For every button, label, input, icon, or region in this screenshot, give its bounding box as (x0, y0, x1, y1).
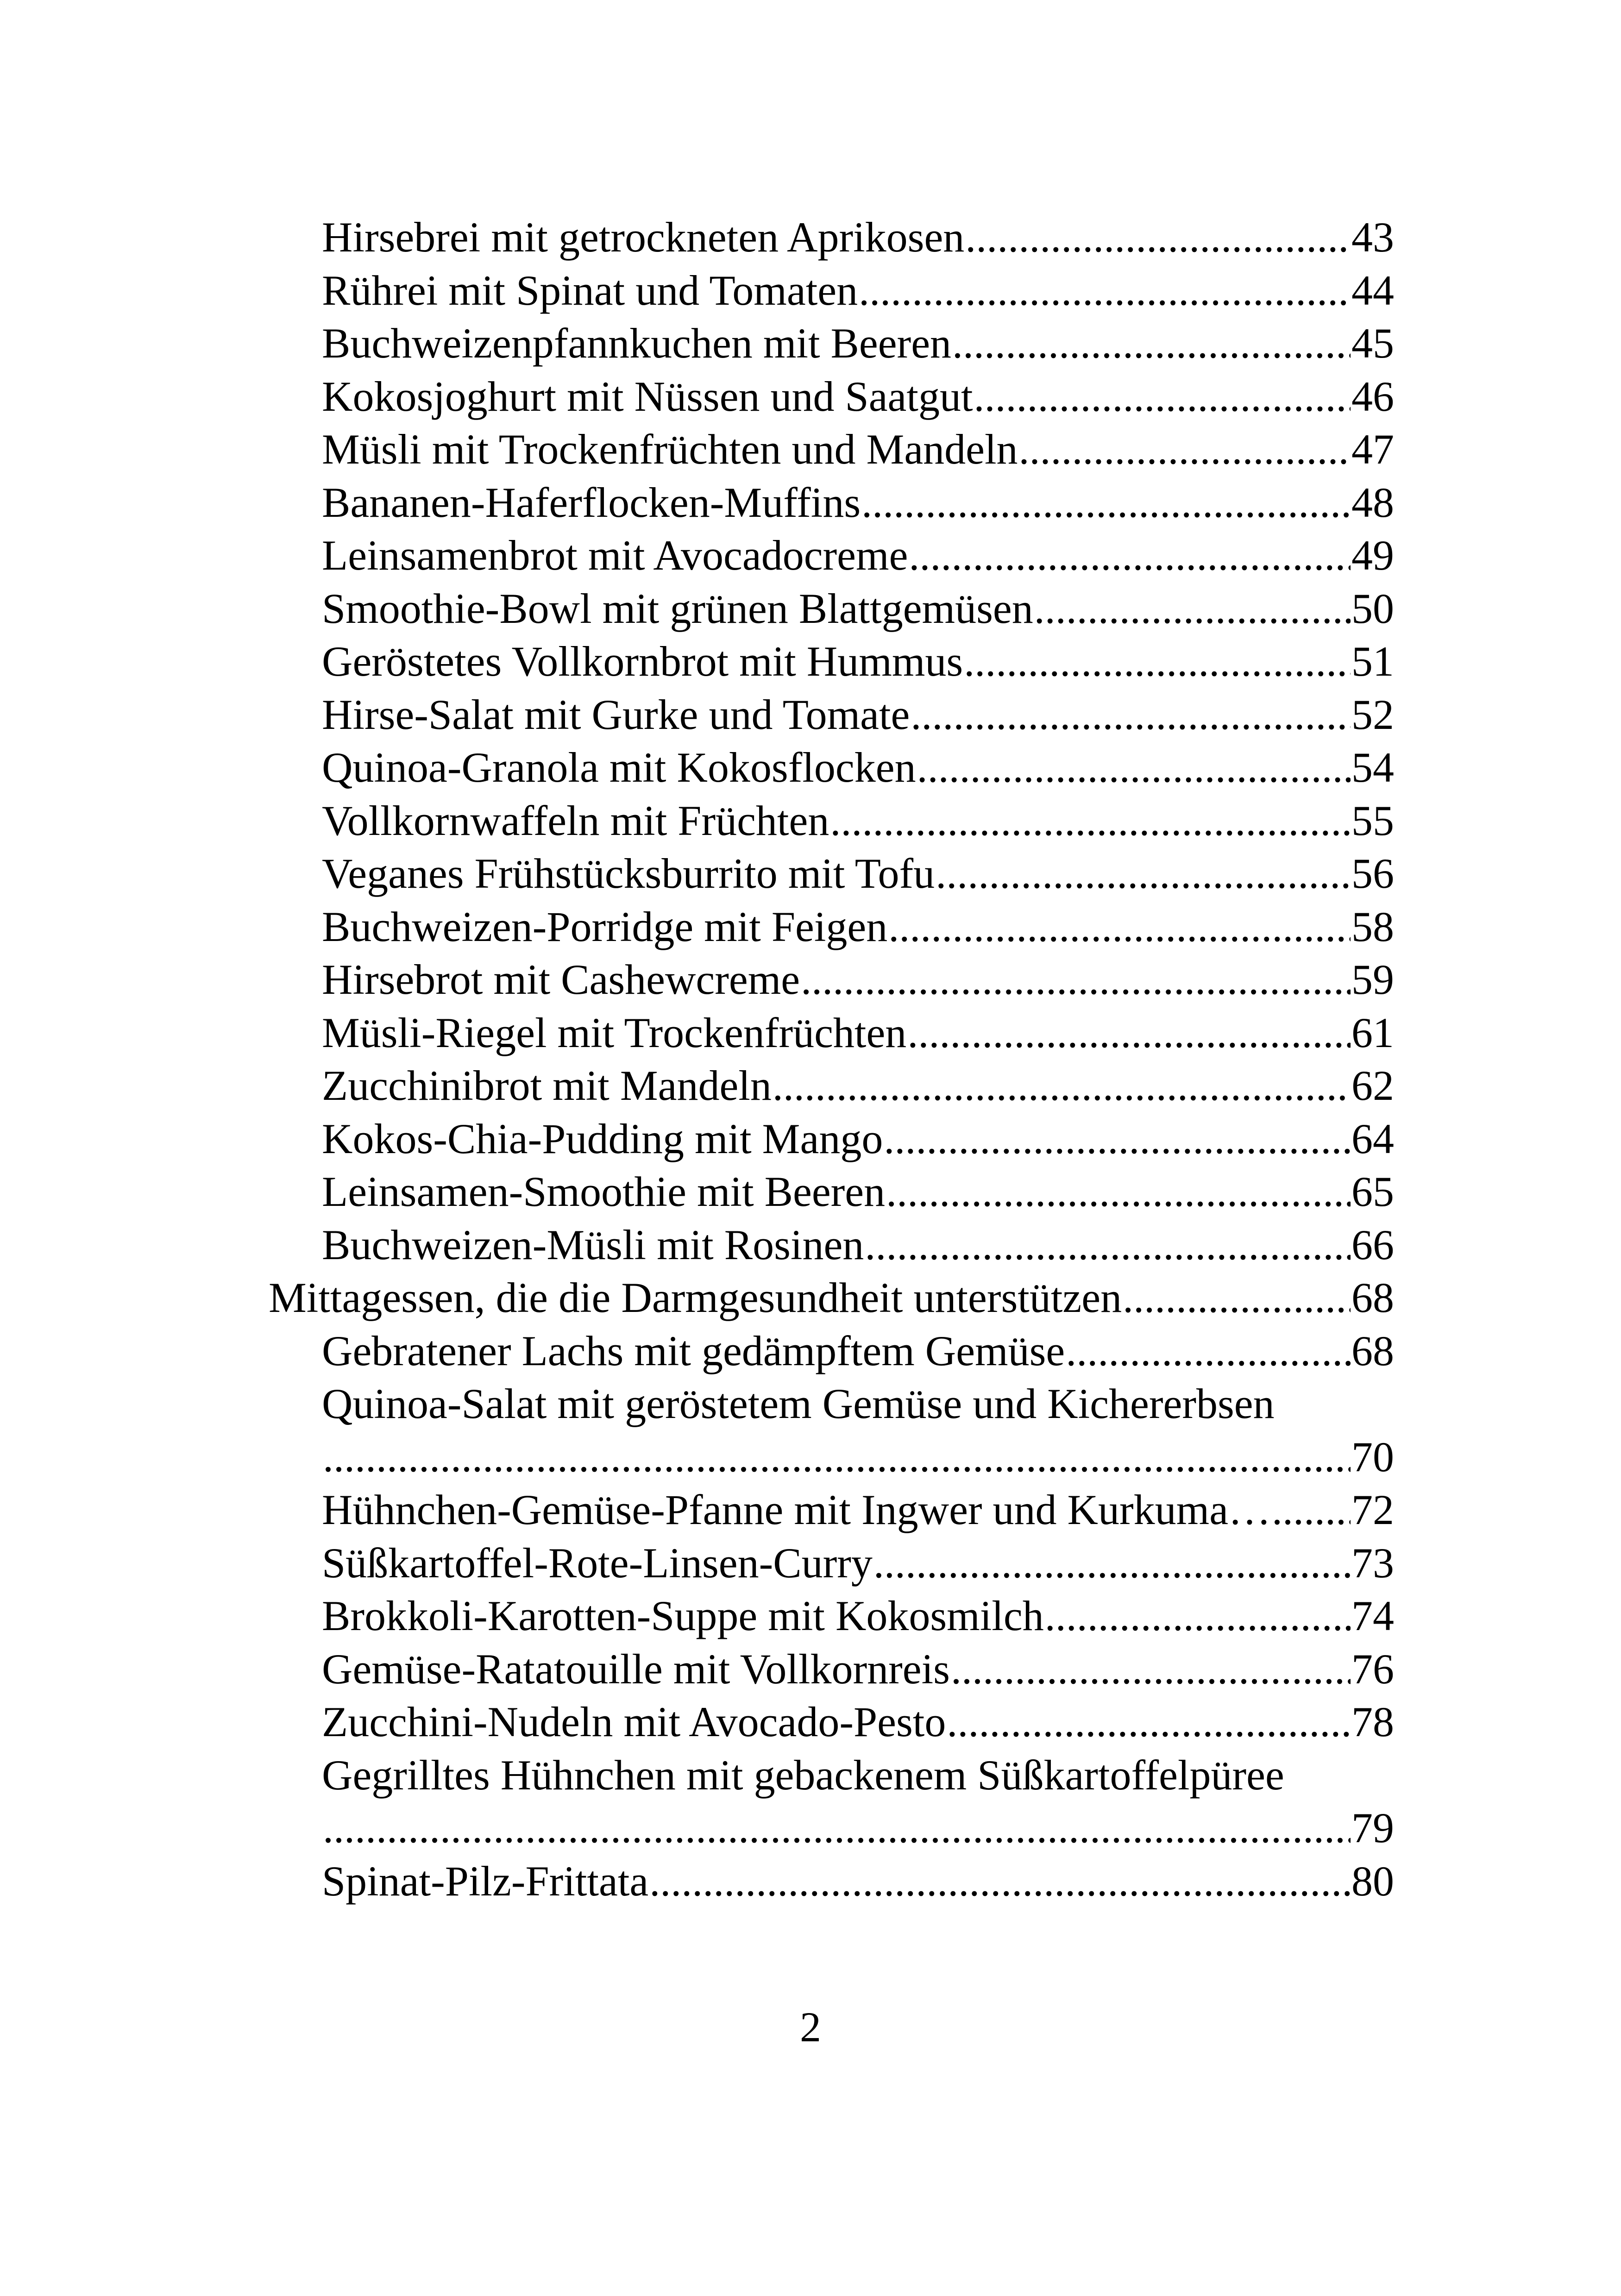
table-of-contents (269, 211, 1394, 1907)
dot-leader (801, 953, 1351, 1006)
dot-leader (1045, 1589, 1351, 1643)
toc-entry-title: Hühnchen-Gemüse-Pfanne mit Ingwer und Kurkuma… (322, 1486, 1271, 1533)
dot-leader (965, 211, 1351, 264)
dot-leader (886, 1165, 1351, 1218)
toc-entry[interactable] (269, 529, 1394, 582)
dot-leader (649, 1855, 1351, 1908)
toc-entry-page: 66 (1351, 1221, 1394, 1268)
toc-entry-page: 70 (1351, 1433, 1394, 1480)
toc-entry[interactable] (269, 900, 1394, 954)
dot-leader (1066, 1324, 1351, 1378)
dot-leader (830, 794, 1351, 847)
toc-entry-page: 45 (1351, 320, 1394, 367)
toc-entry-page: 50 (1351, 584, 1394, 632)
toc-entry[interactable] (269, 794, 1394, 847)
toc-entry-page: 43 (1351, 213, 1394, 261)
toc-entry-title: Hirsebrei mit getrockneten Aprikosen (322, 213, 965, 261)
toc-entry-page: 76 (1351, 1645, 1394, 1693)
toc-entry[interactable] (269, 423, 1394, 476)
toc-section-entry[interactable] (269, 1271, 1394, 1324)
toc-entry-title: Süßkartoffel-Rote-Linsen-Curry (322, 1539, 873, 1587)
dot-leader (865, 1218, 1351, 1272)
toc-entry-page: 52 (1351, 690, 1394, 738)
dot-leader (1034, 582, 1351, 635)
toc-entry-title: Kokosjoghurt mit Nüssen und Saatgut (322, 372, 973, 420)
toc-entry[interactable] (269, 741, 1394, 794)
dot-leader (911, 688, 1351, 741)
toc-entry-title: Brokkoli-Karotten-Suppe mit Kokosmilch (322, 1592, 1044, 1639)
toc-entry-title: Leinsamenbrot mit Avocadocreme (322, 532, 908, 579)
toc-entry-page: 80 (1351, 1857, 1394, 1905)
toc-entry-page: 54 (1351, 744, 1394, 791)
dot-leader (873, 1537, 1351, 1590)
toc-entry-title: Smoothie-Bowl mit grünen Blattgemüsen (322, 584, 1033, 632)
dot-leader (884, 1112, 1351, 1166)
toc-entry[interactable] (269, 1643, 1394, 1696)
toc-entry-title: Zucchini-Nudeln mit Avocado-Pesto (322, 1698, 946, 1745)
toc-entry[interactable] (269, 847, 1394, 900)
dot-leader (974, 370, 1351, 423)
toc-entry-page: 59 (1351, 956, 1394, 1003)
toc-entry-page: 58 (1351, 903, 1394, 950)
toc-entry-title: Bananen-Haferflocken-Muffins (322, 478, 861, 526)
toc-entry-title: Buchweizenpfannkuchen mit Beeren (322, 320, 952, 367)
toc-entry-page: 55 (1351, 797, 1394, 844)
toc-entry-page: 62 (1351, 1062, 1394, 1109)
toc-entry-page: 49 (1351, 532, 1394, 579)
dot-leader (951, 1643, 1351, 1696)
toc-entry-page: 74 (1351, 1592, 1394, 1639)
toc-entry-title: Rührei mit Spinat und Tomaten (322, 266, 858, 314)
toc-entry-page: 68 (1351, 1327, 1394, 1374)
toc-entry-page: 72 (1351, 1486, 1394, 1533)
dot-leader (323, 1430, 1351, 1484)
toc-entry[interactable] (269, 1218, 1394, 1272)
dot-leader (947, 1695, 1351, 1749)
dot-leader (1272, 1483, 1351, 1537)
toc-entry[interactable] (269, 264, 1394, 317)
toc-entry[interactable] (269, 370, 1394, 423)
dot-leader (773, 1059, 1351, 1112)
toc-entry-page: 73 (1351, 1539, 1394, 1587)
dot-leader (859, 264, 1351, 317)
toc-entry[interactable] (269, 1695, 1394, 1749)
toc-entry-page: 44 (1351, 266, 1394, 314)
toc-entry-page: 56 (1351, 850, 1394, 897)
toc-entry-title: Müsli-Riegel mit Trockenfrüchten (322, 1009, 907, 1056)
dot-leader (952, 317, 1351, 370)
toc-entry[interactable] (269, 582, 1394, 635)
toc-entry-page: 78 (1351, 1698, 1394, 1745)
dot-leader (1019, 423, 1351, 476)
toc-entry[interactable] (269, 1006, 1394, 1060)
toc-entry[interactable] (269, 317, 1394, 370)
toc-entry-page: 46 (1351, 372, 1394, 420)
toc-entry[interactable] (269, 1165, 1394, 1218)
toc-entry-title: Spinat-Pilz-Frittata (322, 1857, 649, 1905)
toc-entry-title: Veganes Frühstücksburrito mit Tofu (322, 850, 935, 897)
dot-leader (1123, 1271, 1351, 1324)
toc-entry-page: 47 (1351, 426, 1394, 473)
toc-entry[interactable] (269, 1112, 1394, 1166)
dot-leader (964, 635, 1351, 688)
dot-leader (888, 900, 1351, 954)
dot-leader (323, 1801, 1351, 1855)
dot-leader (936, 847, 1351, 900)
toc-entry-title: Gebratener Lachs mit gedämpftem Gemüse (322, 1327, 1065, 1374)
toc-entry-title: Quinoa-Granola mit Kokosflocken (322, 744, 916, 791)
toc-entry[interactable] (269, 476, 1394, 529)
page-number: 2 (800, 2003, 821, 2051)
toc-entry-title: Hirse-Salat mit Gurke und Tomate (322, 690, 910, 738)
toc-entry[interactable] (269, 1059, 1394, 1112)
toc-entry-title: Geröstetes Vollkornbrot mit Hummus (322, 638, 963, 685)
toc-entry-page: 51 (1351, 638, 1394, 685)
toc-entry[interactable] (269, 688, 1394, 741)
dot-leader (917, 741, 1351, 794)
toc-entry-page: 65 (1351, 1168, 1394, 1215)
toc-entry-title: Buchweizen-Porridge mit Feigen (322, 903, 888, 950)
toc-entry[interactable] (269, 1537, 1394, 1590)
toc-entry-title: Hirsebrot mit Cashewcreme (322, 956, 800, 1003)
toc-entry[interactable] (269, 1430, 1394, 1484)
toc-entry-title: Buchweizen-Müsli mit Rosinen (322, 1221, 864, 1268)
toc-entry-title[interactable]: Gegrilltes Hühnchen mit gebackenem Süßkartoffelpüree (322, 1751, 1284, 1799)
toc-entry-title: Müsli mit Trockenfrüchten und Mandeln (322, 426, 1018, 473)
toc-entry[interactable] (269, 1589, 1394, 1643)
toc-entry-page: 64 (1351, 1115, 1394, 1162)
toc-entry-page: 61 (1351, 1009, 1394, 1056)
toc-entry-title: Vollkornwaffeln mit Früchten (322, 797, 829, 844)
toc-entry[interactable] (269, 211, 1394, 264)
dot-leader (861, 476, 1351, 529)
toc-entry[interactable] (269, 635, 1394, 688)
toc-entry-title: Mittagessen, die die Darmgesundheit unterstützen (269, 1274, 1122, 1321)
toc-entry-title[interactable]: Quinoa-Salat mit geröstetem Gemüse und Kichererbsen (322, 1380, 1275, 1427)
toc-entry-title: Gemüse-Ratatouille mit Vollkornreis (322, 1645, 950, 1693)
toc-entry[interactable] (269, 1324, 1394, 1378)
toc-entry-title: Zucchinibrot mit Mandeln (322, 1062, 772, 1109)
toc-entry[interactable] (269, 1855, 1394, 1908)
dot-leader (909, 529, 1351, 582)
toc-entry-title: Kokos-Chia-Pudding mit Mango (322, 1115, 883, 1162)
toc-entry[interactable] (269, 953, 1394, 1006)
toc-entry-title: Leinsamen-Smoothie mit Beeren (322, 1168, 886, 1215)
toc-entry-page: 68 (1351, 1274, 1394, 1321)
dot-leader (907, 1006, 1351, 1060)
toc-entry[interactable] (269, 1801, 1394, 1855)
toc-entry[interactable] (269, 1483, 1394, 1537)
toc-entry-page: 79 (1351, 1804, 1394, 1851)
toc-entry-page: 48 (1351, 478, 1394, 526)
